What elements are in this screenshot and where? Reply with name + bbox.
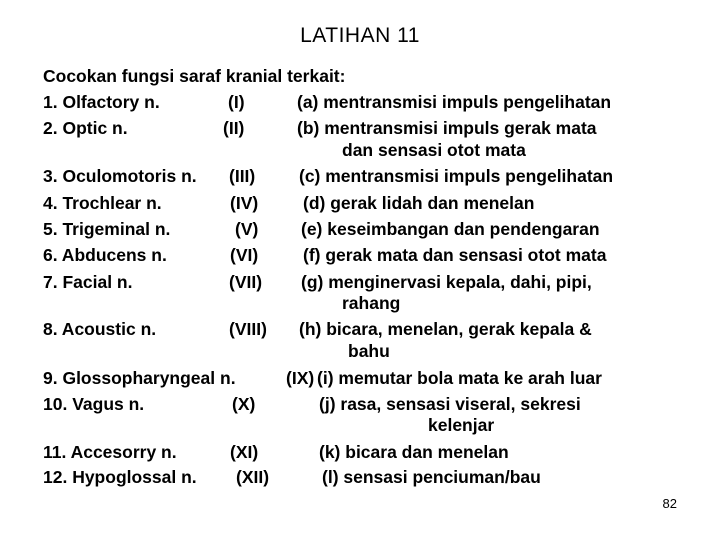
nerve-name-6: 6. Abducens n. (43, 245, 167, 265)
page-title: LATIHAN 11 (300, 24, 420, 47)
nerve-numeral-2: (II) (223, 118, 245, 138)
function-option-c: (c) mentransmisi impuls pengelihatan (299, 166, 614, 186)
nerve-numeral-11: (XI) (230, 442, 259, 462)
nerve-numeral-1: (I) (228, 92, 245, 112)
nerve-name-1: 1. Olfactory n. (43, 92, 160, 112)
nerve-numeral-3: (III) (229, 166, 256, 186)
function-option-d: (d) gerak lidah dan menelan (303, 193, 535, 213)
nerve-name-5: 5. Trigeminal n. (43, 219, 171, 239)
nerve-name-4: 4. Trochlear n. (43, 193, 162, 213)
nerve-numeral-9: (IX) (286, 368, 315, 388)
instruction-text: Cocokan fungsi saraf kranial terkait: (43, 66, 346, 86)
function-option-i: (i) memutar bola mata ke arah luar (317, 368, 602, 388)
function-option-f: (f) gerak mata dan sensasi otot mata (303, 245, 607, 265)
nerve-name-12: 12. Hypoglossal n. (43, 467, 197, 487)
function-option-j-cont: kelenjar (428, 415, 495, 435)
function-option-l: (l) sensasi penciuman/bau (322, 467, 541, 487)
nerve-numeral-4: (IV) (230, 193, 259, 213)
nerve-name-10: 10. Vagus n. (43, 394, 145, 414)
nerve-numeral-10: (X) (232, 394, 256, 414)
function-option-b-cont: dan sensasi otot mata (342, 140, 526, 160)
nerve-name-9: 9. Glossopharyngeal n. (43, 368, 236, 388)
nerve-numeral-7: (VII) (229, 272, 263, 292)
function-option-g-cont: rahang (342, 293, 401, 313)
function-option-k: (k) bicara dan menelan (319, 442, 509, 462)
function-option-a: (a) mentransmisi impuls pengelihatan (297, 92, 612, 112)
function-option-b: (b) mentransmisi impuls gerak mata (297, 118, 597, 138)
nerve-name-3: 3. Oculomotoris n. (43, 166, 197, 186)
nerve-numeral-8: (VIII) (229, 319, 267, 339)
function-option-g: (g) menginervasi kepala, dahi, pipi, (301, 272, 592, 292)
function-option-h: (h) bicara, menelan, gerak kepala & (299, 319, 592, 339)
nerve-name-7: 7. Facial n. (43, 272, 133, 292)
function-option-e: (e) keseimbangan dan pendengaran (301, 219, 600, 239)
function-option-h-cont: bahu (348, 341, 390, 361)
nerve-name-8: 8. Acoustic n. (43, 319, 157, 339)
nerve-name-11: 11. Accesorry n. (43, 442, 177, 462)
nerve-numeral-12: (XII) (236, 467, 270, 487)
nerve-numeral-5: (V) (235, 219, 259, 239)
nerve-numeral-6: (VI) (230, 245, 259, 265)
nerve-name-2: 2. Optic n. (43, 118, 128, 138)
function-option-j: (j) rasa, sensasi viseral, sekresi (319, 394, 581, 414)
page-number: 82 (662, 496, 677, 511)
